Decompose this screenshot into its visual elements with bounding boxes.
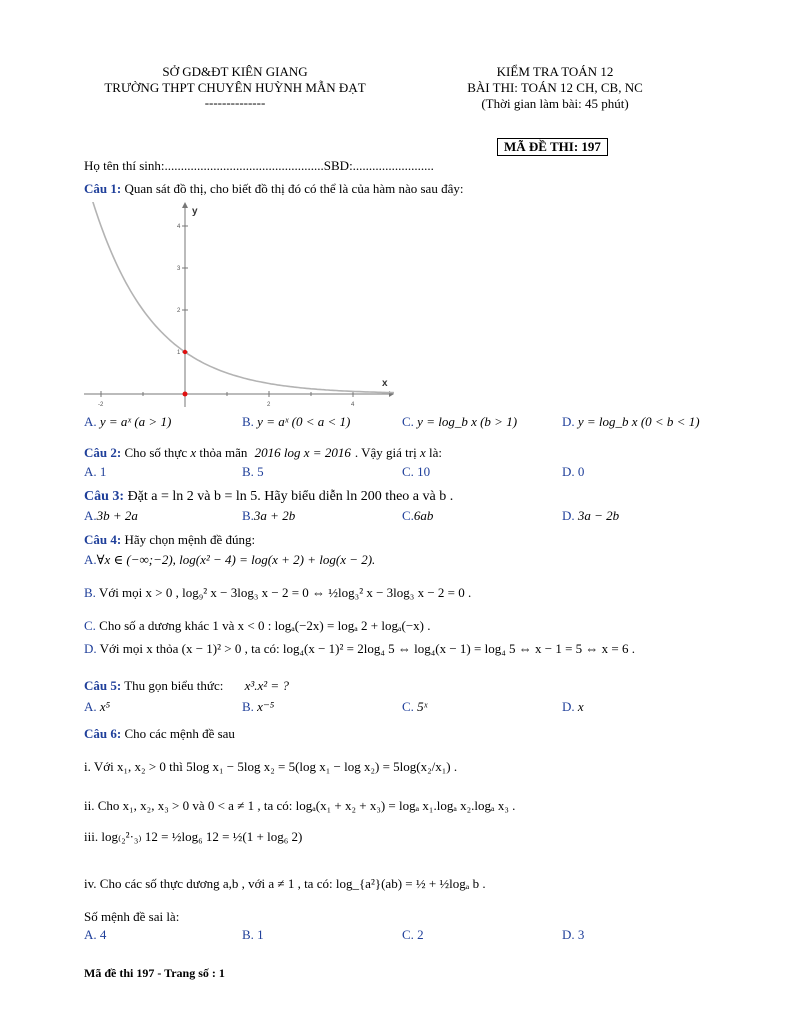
option-statement: Với mọi x thỏa (x − 1)² > 0 , ta có: log₄(x − 1)² = 2log₄ 5 ⇔ log₄(x − 1) = log₄ 5 ⇔ x − 1 = 5 ⇔ x = 6 . xyxy=(96,641,635,656)
question-4-text: Hãy chọn mệnh đề đúng: xyxy=(121,532,256,547)
option-formula: x xyxy=(577,699,584,714)
q5-option-c[interactable] xyxy=(402,699,427,715)
q5-option-b[interactable] xyxy=(242,699,274,715)
header-divider: -------------- xyxy=(204,95,266,110)
q3-option-d[interactable] xyxy=(562,508,619,524)
question-4-label: Câu 4: xyxy=(84,532,122,547)
option-letter: C. xyxy=(84,618,96,633)
exam-duration: (Thời gian làm bài: 45 phút) xyxy=(481,96,629,111)
y-intercept-point xyxy=(183,350,187,354)
question-2-text: thỏa mãn xyxy=(199,445,251,460)
question-6-label: Câu 6: xyxy=(84,726,122,741)
question-5-text: Thu gọn biểu thức: xyxy=(121,678,224,693)
y-tick-label: 4 xyxy=(177,224,181,230)
question-6-text: Cho các mệnh đề sau xyxy=(121,726,235,741)
q6-statement-iii: iii. log₍₂²·₃₎ 12 = ½log₆ 12 = ½(1 + log₆ 2) xyxy=(84,829,303,844)
exponential-graph xyxy=(84,202,394,414)
option-formula: 6ab xyxy=(413,508,434,523)
option-letter: D. xyxy=(562,699,575,714)
y-axis-label: y xyxy=(192,206,198,217)
x-tick-label: 2 xyxy=(267,402,271,408)
option-formula: y = aˣ (a > 1) xyxy=(99,414,172,429)
option-letter: D. xyxy=(562,414,575,429)
x-axis-label: x xyxy=(382,378,388,389)
option-letter: D. xyxy=(84,641,97,656)
q1-option-b[interactable] xyxy=(242,414,350,430)
option-letter: B. xyxy=(242,414,254,429)
question-4 xyxy=(84,532,255,548)
question-2-text: là: xyxy=(425,445,442,460)
question-2-equation: 2016 log x = 2016 xyxy=(254,445,351,460)
question-3 xyxy=(84,489,453,505)
q4-option-b[interactable] xyxy=(84,585,471,601)
q1-option-a[interactable] xyxy=(84,414,171,430)
option-formula: 3b + 2a xyxy=(96,508,138,523)
q1-option-d[interactable] xyxy=(562,414,700,430)
question-2-variable: x xyxy=(419,445,426,460)
question-2-text: Cho số thực xyxy=(121,445,191,460)
option-formula: x⁵ xyxy=(99,699,111,714)
q4-option-d[interactable] xyxy=(84,641,635,657)
q6-option-b[interactable]: B. 1 xyxy=(242,927,264,942)
page-footer: Mã đề thi 197 - Trang số : 1 xyxy=(84,966,225,980)
question-6 xyxy=(84,726,235,742)
q5-option-d[interactable] xyxy=(562,699,584,715)
q3-option-b[interactable] xyxy=(242,508,295,524)
option-letter: A. xyxy=(84,508,97,523)
q6-statement-i: i. Với x₁, x₂ > 0 thì 5log x₁ − 5log x₂ = 5(log x₁ − log x₂) = 5log(x₂/x₁) . xyxy=(84,759,458,774)
exam-subject: BÀI THI: TOÁN 12 CH, CB, NC xyxy=(467,80,643,95)
student-info-line: Họ tên thí sinh:.................................................SBD:......................... xyxy=(84,158,434,173)
q4-option-c[interactable] xyxy=(84,618,431,634)
option-statement: Cho số a dương khác 1 và x < 0 : logₐ(−2x) = logₐ 2 + logₐ(−x) . xyxy=(95,618,431,633)
q6-option-c[interactable]: C. 2 xyxy=(402,927,424,942)
question-2-variable: x xyxy=(190,445,197,460)
question-2-text: . Vậy giá trị xyxy=(354,445,420,460)
school-department: SỞ GD&ĐT KIÊN GIANG xyxy=(162,64,308,79)
question-2 xyxy=(84,445,442,461)
option-formula: 5ˣ xyxy=(417,699,428,714)
q6-option-d[interactable]: D. 3 xyxy=(562,927,585,942)
option-statement: Với mọi x > 0 , log₉² x − 3log₃ x − 2 = 0 ⇔ ½log₃² x − 3log₃ x − 2 = 0 . xyxy=(95,585,472,600)
option-letter: A. xyxy=(84,414,97,429)
q6-option-a[interactable]: A. 4 xyxy=(84,927,107,942)
y-axis-arrow xyxy=(182,202,188,208)
option-letter: C. xyxy=(402,699,414,714)
option-letter: C. xyxy=(402,414,414,429)
exam-title: KIỂM TRA TOÁN 12 xyxy=(496,64,614,79)
origin-point xyxy=(183,392,188,397)
option-letter: C. xyxy=(402,508,414,523)
y-tick-label: 3 xyxy=(177,266,181,272)
option-formula: 3a − 2b xyxy=(577,508,620,523)
option-formula: y = log_b x (b > 1) xyxy=(417,414,518,429)
q4-option-a[interactable] xyxy=(84,552,375,568)
x-tick-label: 4 xyxy=(351,402,355,408)
q6-statement-ii: ii. Cho x₁, x₂, x₃ > 0 và 0 < a ≠ 1 , ta có: logₐ(x₁ + x₂ + x₃) = logₐ x₁.logₐ x₂.logₐ x₃ . xyxy=(84,798,516,813)
q6-statement-iv: iv. Cho các số thực dương a,b , với a ≠ 1 , ta có: log_{a²}(ab) = ½ + ½logₐ b . xyxy=(84,876,486,891)
question-2-label: Câu 2: xyxy=(84,445,122,460)
option-statement: ∀x ∈ (−∞;−2), log(x² − 4) = log(x + 2) + log(x − 2). xyxy=(96,552,376,567)
option-letter: B. xyxy=(84,585,96,600)
question-1 xyxy=(84,181,463,197)
q3-option-a[interactable] xyxy=(84,508,138,524)
y-tick-label: 2 xyxy=(177,308,181,314)
q2-option-d[interactable]: D. 0 xyxy=(562,464,585,479)
function-curve xyxy=(91,202,395,393)
school-name: TRƯỜNG THPT CHUYÊN HUỲNH MẪN ĐẠT xyxy=(104,80,366,95)
q3-option-c[interactable] xyxy=(402,508,433,524)
question-5 xyxy=(84,678,289,694)
question-3-text: Đặt a = ln 2 và b = ln 5. Hãy biểu diễn ln 200 theo a và b . xyxy=(124,489,454,504)
y-tick-label: 1 xyxy=(177,350,181,356)
question-1-text: Quan sát đồ thị, cho biết đồ thị đó có thể là của hàm nào sau đây: xyxy=(121,181,464,196)
question-3-label: Câu 3: xyxy=(84,489,125,504)
question-5-label: Câu 5: xyxy=(84,678,122,693)
q5-option-a[interactable] xyxy=(84,699,110,715)
option-formula: y = aˣ (0 < a < 1) xyxy=(257,414,351,429)
q6-question: Số mệnh đề sai là: xyxy=(84,909,180,924)
option-formula: x⁻⁵ xyxy=(257,699,275,714)
option-formula: 3a + 2b xyxy=(253,508,296,523)
option-formula: y = log_b x (0 < b < 1) xyxy=(577,414,700,429)
q2-option-c[interactable]: C. 10 xyxy=(402,464,431,479)
option-letter: B. xyxy=(242,699,254,714)
q2-option-a[interactable]: A. 1 xyxy=(84,464,107,479)
option-letter: A. xyxy=(84,552,97,567)
x-tick-label: -2 xyxy=(98,402,104,408)
question-5-expression: x³.x² = ? xyxy=(244,678,289,693)
exam-code-box: MÃ ĐỀ THI: 197 xyxy=(497,138,608,156)
option-letter: D. xyxy=(562,508,575,523)
q1-option-c[interactable] xyxy=(402,414,517,430)
option-letter: A. xyxy=(84,699,97,714)
q2-option-b[interactable]: B. 5 xyxy=(242,464,264,479)
question-1-label: Câu 1: xyxy=(84,181,122,196)
option-letter: B. xyxy=(242,508,254,523)
